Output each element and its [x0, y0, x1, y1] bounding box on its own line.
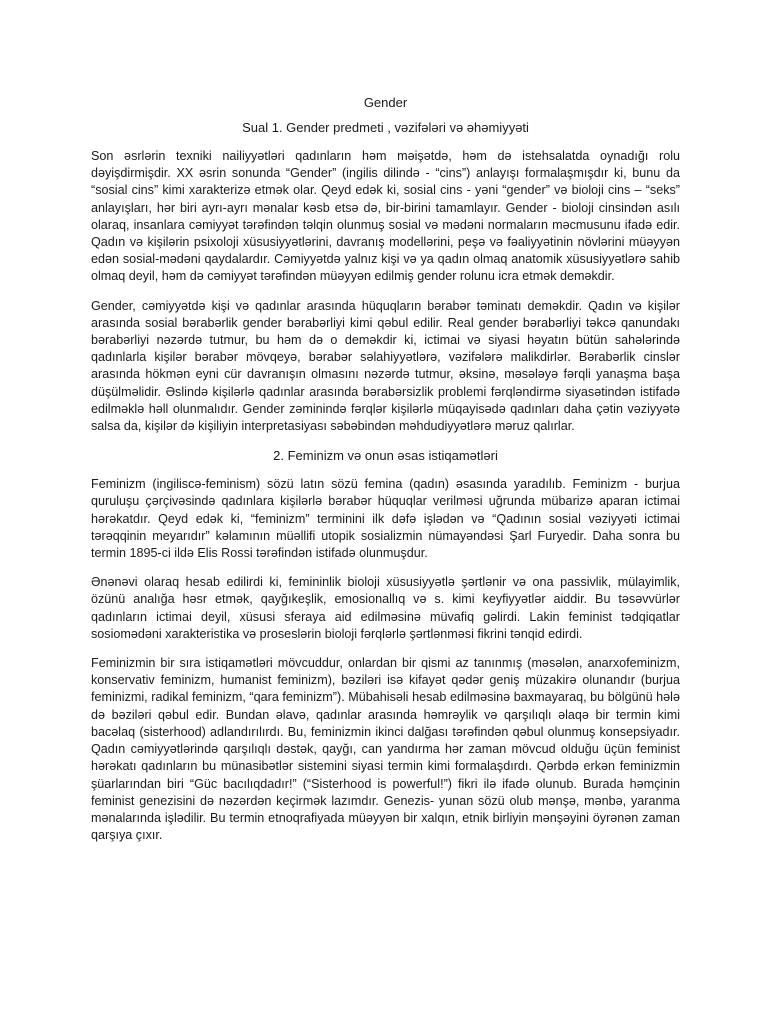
paragraph: Feminizm (ingiliscə-feminism) sözü latın sözü femina (qadın) əsasında yaradılıb. Feminizm - burjua quruluşu çərçivəsində qadınlara kişilərlə bərabər hüquqlar verilməsi uğrunda mübarizə aparan ictimai hərəkatdır. Qeyd edək ki, “feminizm” terminini ilk dəfə işlədən və “Qadının sosial vəziyyəti ictimai tərəqqinin meyarıdır” kəlamının müəllifi utopik sosializmin nümayəndəsi Şarl Furyedir. Daha sonra bu termin 1895-ci ildə Elis Rossi tərəfindən istifadə olunmuşdur.	[91, 477, 680, 561]
document-title: Gender	[363, 95, 408, 110]
section-heading: 2. Feminizm və onun əsas istiqamətləri	[273, 448, 498, 464]
question-heading: Sual 1. Gender predmeti , vəzifələri və əhəmiyyəti	[242, 120, 529, 135]
paragraph: Feminizmin bir sıra istiqamətləri mövcuddur, onlardan bir qismi az tanınmış (məsələn, anarxofeminizm, konservativ feminizm, humanist feminizm), bəziləri isə kifayət qədər geniş müzakirə olunandır (burjua feminizmi, radikal feminizm, “qara feminizm”). Mübahisəli hesab edilməsinə baxmayaraq, bu bölgünü hələ də bəziləri qəbul edir. Bundan əlavə, qadınlar arasında həmrəylik və qarşılıqlı əlaqə bir termin kimi bacəlaq (sisterhood) adlandırılırdı. Bu, feminizmin ikinci dalğası tərəfindən qəbul olunmuş konsepsiyadır. Qadın cəmiyyətlərində qarşılıqlı dəstək, qayğı, can yandırma hər zaman mövcud olduğu üçün feminist hərəkatı qadınların bu münasibətlər sistemini siyasi termin kimi formalaşdırdı. Qərbdə erkən feminizmin şüarlarından biri “Güc bacılıqdadır!” (“Sisterhood is powerful!”) fikri ilə ifadə olunub. Burada həmçinin feminist genezisini də nəzərdən keçirmək lazımdır. Genezis- yunan sözü olub mənşə, mənbə, yaranma mənalarında işlədilir. Bu termin etnoqrafiyada müəyyən bir xalqın, etnik birliyin mənşəyini öyrənən zaman qarşıya çıxır.	[91, 656, 680, 843]
paragraph: Son əsrlərin texniki nailiyyətləri qadınların həm məişətdə, həm də istehsalatda oynadığı rolu dəyişdirmişdir. XX əsrin sonunda “Gender” (ingilis dilində - “cins”) anlayışı formalaşmışdır ki, bunu da “sosial cins” kimi xarakterizə etmək olar. Qeyd edək ki, sosial cins - yəni “gender” və bioloji cins – “seks” anlayışları, hər biri ayrı-ayrı mənalar kəsb etsə də, bir-birini tamamlayır. Gender - bioloji cinsindən asılı olaraq, insanlara cəmiyyət tərəfindən təlqin olunmuş sosial və mədəni normaların məcmusunu ifadə edir. Qadın və kişilərin psixoloji xüsusiyyətlərini, davranış modellərini, peşə və fəaliyyətinin növlərini müəyyən edən sosial-mədəni qaydalardır. Cəmiyyətdə yalnız kişi və ya qadın olmaq anatomik xüsusiyyətlərə sahib olmaq deyil, həm də cəmiyyət tərəfindən müəyyən edilmiş gender rolunu icra etmək deməkdir.	[91, 149, 680, 284]
paragraph: Gender, cəmiyyətdə kişi və qadınlar arasında hüquqların bərabər təminatı deməkdir. Qadın və kişilər arasında sosial bərabərlik gender bərabərliyi kimi qəbul edilir. Real gender bərabərliyi təkcə qanundakı bərabərliyi nəzərdə tutmur, bu həm də o deməkdir ki, ictimai və siyasi həyatın bütün sahələrində qadınlarla kişilər bərabər mövqeyə, bərabər səlahiyyətlərə, vəzifələrə malikdirlər. Bərabərlik cinslər arasında hökmən eyni cür davranışın olmasını nəzərdə tutmur, əksinə, məsələyə fərqli yanaşma başa düşülməlidir. Əslində kişilərlə qadınlar arasında bərabərsizlik problemi fərqləndirmə siyasətindən istifadə edilməklə həll olunmalıdır. Gender zəminində fərqlər kişilərlə müqayisədə qadınları daha çətin vəziyyətə salsa da, kişilər də kişiliyin interpretasiyası səbəbindən məhdudiyyətlərə məruz qalırlar.	[91, 298, 680, 434]
paragraph: Ənənəvi olaraq hesab edilirdi ki, femininlik bioloji xüsusiyyətlə şərtlənir və ona passivlik, mülayimlik, özünü analığa həsr etmək, qayğıkeşlik, emosionallıq və s. kimi keyfiyyətlər aiddir. Bu təsəvvürlər qadınların ictimai deyil, xüsusi sferaya aid edilməsinə müvafiq gəlirdi. Lakin feminist tədqiqatlar sosiomədəni xarakteristika və proseslərin bioloji fərqlərlə şərtlənməsi fikrini tənqid edirdi.	[91, 575, 680, 641]
